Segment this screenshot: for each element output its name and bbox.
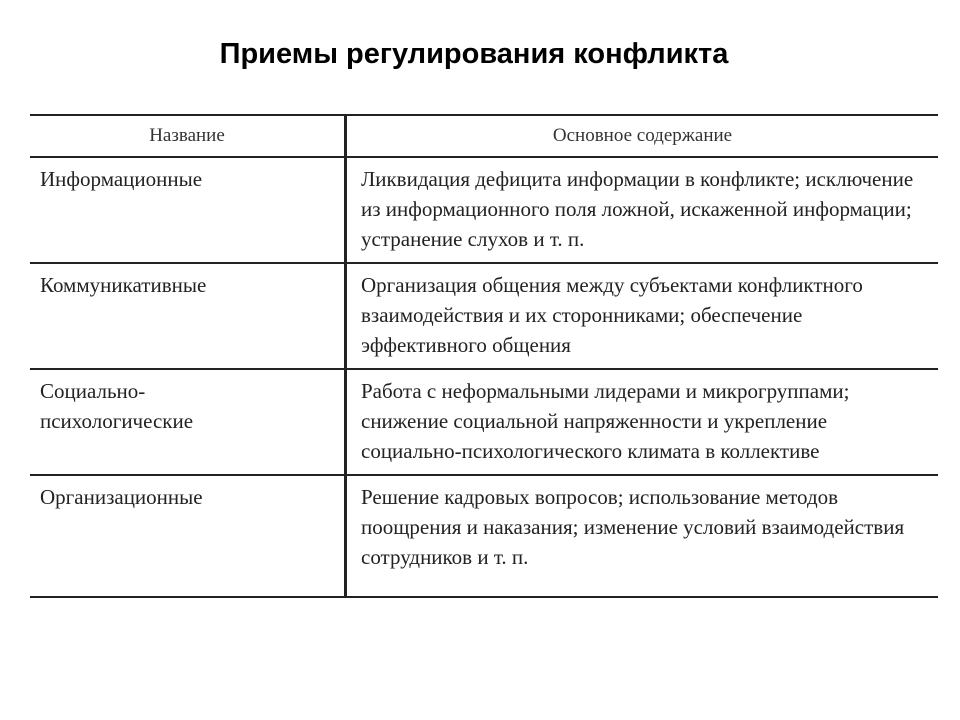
table-row: [30, 369, 938, 475]
header-name: Название: [30, 115, 346, 157]
page-title: Приемы регулирования конфликта: [219, 38, 729, 70]
table-row: [30, 475, 938, 597]
row-content: Решение кадровых вопросов; использование методов поощрения и наказания; изменение условий взаимодействия сотрудников и т. п.: [346, 475, 939, 597]
header-content: Основное содержание: [346, 115, 939, 157]
methods-table-container: [30, 114, 938, 598]
row-content: Ликвидация дефицита информации в конфликте; исключение из информационного поля ложной, искаженной информации; устранение слухов и т. п.: [346, 157, 939, 263]
row-name: Социально-психологические: [40, 379, 194, 433]
row-name: Информационные: [40, 167, 203, 191]
row-name-cell: [30, 157, 346, 263]
row-content: Работа с неформальными лидерами и микрогруппами; снижение социальной напряженности и укрепление социально-психологического климата в коллективе: [346, 369, 939, 475]
table-header-row: [30, 115, 938, 157]
row-name: Коммуникативные: [40, 273, 207, 297]
row-name-cell: [30, 263, 346, 369]
row-name-cell: [30, 369, 346, 475]
row-content: Организация общения между субъектами конфликтного взаимодействия и их сторонниками; обеспечение эффективного общения: [346, 263, 939, 369]
table-row: [30, 263, 938, 369]
methods-table: [30, 114, 938, 598]
row-name-cell: [30, 475, 346, 597]
table-row: [30, 157, 938, 263]
row-name: Организационные: [40, 485, 203, 509]
